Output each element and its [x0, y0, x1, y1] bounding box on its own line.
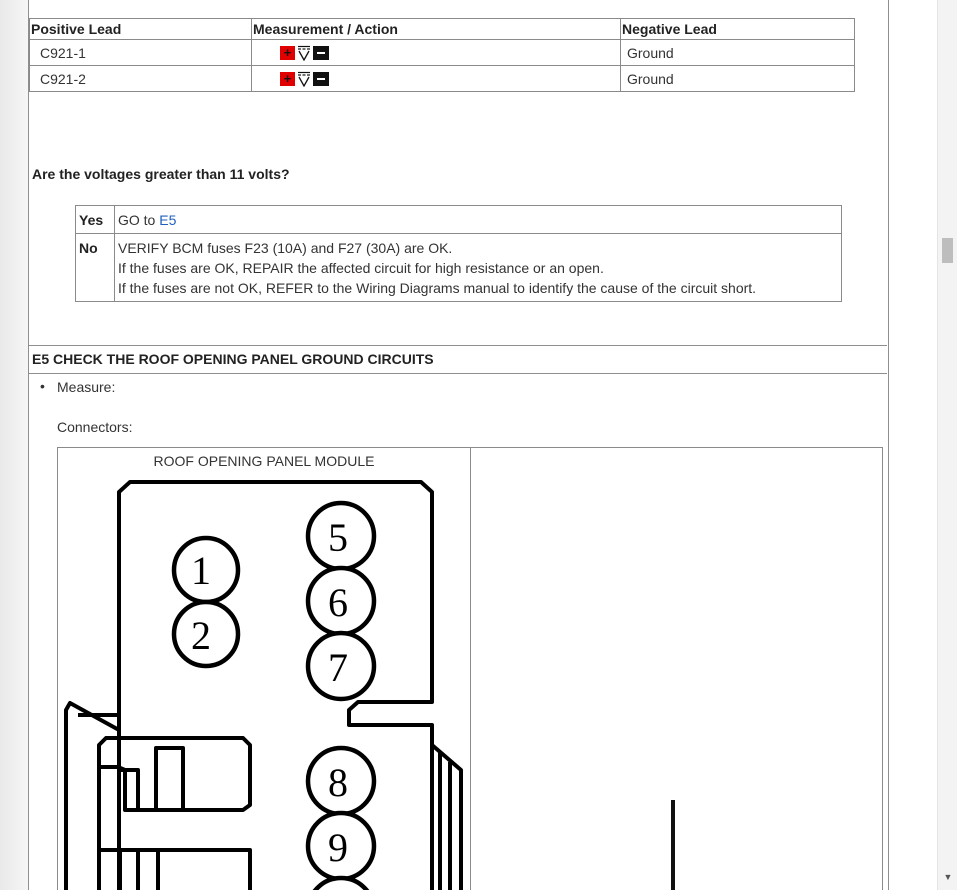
header-measurement-action: Measurement / Action — [252, 19, 621, 40]
pin-1-label: 1 — [191, 548, 211, 593]
module-label: ROOF OPENING PANEL MODULE — [153, 453, 375, 469]
negative-probe-icon — [313, 46, 329, 60]
no-label: No — [76, 234, 115, 302]
negative-lead-cell: Ground — [621, 66, 855, 92]
no-line: If the fuses are not OK, REFER to the Wiring Diagrams manual to identify the cause of the circuit short. — [118, 280, 757, 296]
dc-voltage-icon — [296, 45, 312, 61]
positive-probe-icon: + — [280, 72, 295, 86]
positive-lead-cell: C921-1 — [30, 40, 252, 66]
negative-probe-icon — [313, 72, 329, 86]
dc-voltage-icon — [296, 71, 312, 87]
bullet-icon: • — [40, 378, 45, 394]
table-row — [30, 66, 855, 92]
section-divider-top — [29, 345, 887, 346]
voltage-measurement-icons — [280, 71, 329, 87]
header-negative-lead: Negative Lead — [621, 19, 855, 40]
negative-lead-cell: Ground — [621, 40, 855, 66]
pin-5-label: 5 — [328, 515, 348, 560]
pin-partial-circle — [308, 878, 374, 890]
pin-8-label: 8 — [328, 760, 348, 805]
vertical-scrollbar[interactable] — [937, 0, 957, 890]
connector-table-divider — [470, 447, 471, 890]
measure-label: Measure: — [57, 379, 116, 395]
measurement-action-cell — [252, 40, 621, 66]
scroll-down-arrow-icon[interactable]: ▼ — [943, 872, 953, 882]
yes-row — [76, 206, 842, 234]
pin-group — [174, 503, 374, 890]
page-right-margin — [889, 0, 937, 890]
connector-latch — [99, 850, 250, 890]
go-to-e5-link[interactable]: E5 — [159, 212, 177, 228]
connector-latch — [156, 748, 183, 808]
measurement-action-cell — [252, 66, 621, 92]
measurement-table — [29, 18, 855, 92]
connector-diagram — [58, 470, 470, 890]
pin-7-label: 7 — [328, 645, 348, 690]
table-header-row — [30, 19, 855, 40]
no-line: VERIFY BCM fuses F23 (10A) and F27 (30A) are OK. — [118, 240, 453, 256]
yes-label: Yes — [76, 206, 115, 234]
no-row — [76, 234, 842, 302]
voltage-measurement-icons — [280, 45, 329, 61]
yes-action — [115, 206, 842, 234]
pin-9-label: 9 — [328, 825, 348, 870]
section-divider-bottom — [29, 373, 887, 374]
pin-2-label: 2 — [191, 613, 211, 658]
section-title: E5 CHECK THE ROOF OPENING PANEL GROUND CIRCUITS — [32, 351, 434, 367]
connectors-label: Connectors: — [57, 419, 133, 435]
yes-no-table — [75, 205, 842, 302]
table-row — [30, 40, 855, 66]
yes-prefix: GO to — [118, 212, 160, 228]
header-positive-lead: Positive Lead — [30, 19, 252, 40]
question-text: Are the voltages greater than 11 volts? — [32, 166, 290, 182]
positive-lead-cell: C921-2 — [30, 66, 252, 92]
connector-housing-outline — [66, 703, 119, 890]
diagram-line — [671, 800, 675, 890]
connector-housing-outline — [119, 482, 432, 890]
page-left-margin — [0, 0, 28, 890]
connector-latch — [120, 770, 138, 808]
positive-probe-icon: + — [280, 46, 295, 60]
no-action — [115, 234, 842, 302]
connector-housing-outline — [432, 745, 461, 890]
no-line: If the fuses are OK, REPAIR the affected circuit for high resistance or an open. — [118, 260, 604, 276]
pin-6-label: 6 — [328, 580, 348, 625]
scrollbar-thumb[interactable] — [942, 238, 953, 263]
